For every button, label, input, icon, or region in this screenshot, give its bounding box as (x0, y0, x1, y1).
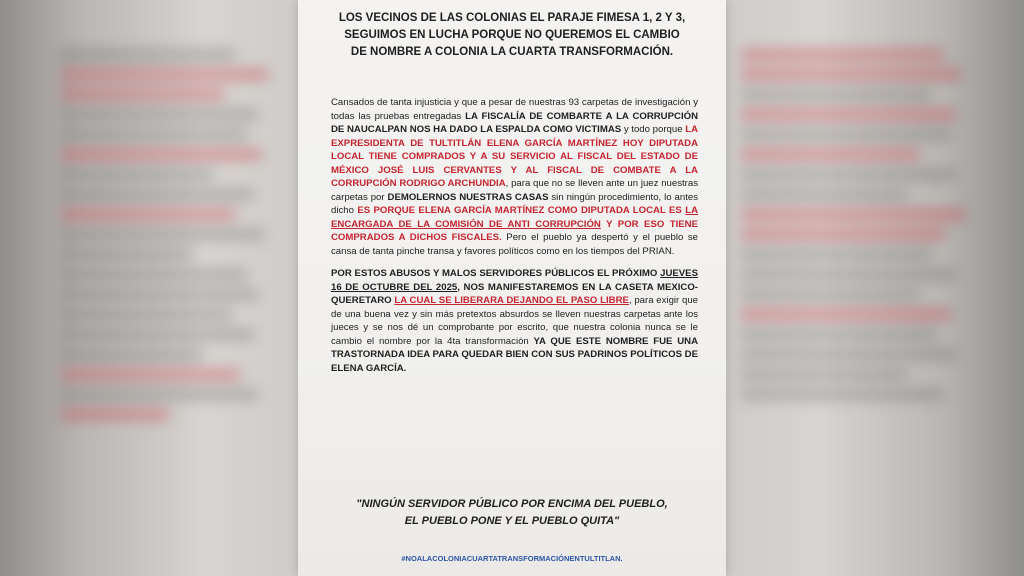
p1-text-3: , para que no se lleven ante un juez nuestras carpetas por (331, 178, 698, 203)
p2-text-demand: , para exigir que de una buena vez y sin más pretextos absurdos se lleven nuestras carpetas ante los jueces y se nos dé un comprobante por escrito, que nuestra colonia nunca se le cambio el nombre por la 4ta transformación (331, 295, 699, 347)
p1-bold-fiscalia: LA FISCALÍA DE COMBARTE A LA CORRUPCIÓN DE NAUCALPAN NOS HA DADO LA ESPALDA COMO VICTIMAS (331, 110, 698, 135)
title-line-1: LOS VECINOS DE LAS COLONIAS EL PARAJE FIMESA 1, 2 Y 3, (338, 12, 686, 24)
p1-text-1: Cansados de tanta injusticia y que a pesar de nuestras 93 carpetas de investigación y todas las pruebas entregadas (331, 97, 698, 122)
blurred-background-right (740, 0, 980, 576)
paragraph-protest (331, 267, 698, 375)
p1-bold-demolition: DEMOLERNOS NUESTRAS CASAS (387, 191, 549, 203)
flyer-body (331, 96, 698, 384)
p1-text-5: Pero el pueblo ya despertó y el pueblo se cansa de tanta pinche transa y favores políticos como en los tiempos del PRIAN. (331, 232, 698, 257)
quote-line-2: EL PUEBLO PONE Y EL PUEBLO QUITA" (404, 515, 620, 527)
p2-date: JUEVES 16 DE OCTUBRE DEL 2025 (331, 268, 698, 293)
p2-bold-closing: YA QUE ESTE NOMBRE FUE UNA TRASTORNADA IDEA PARA QUEDAR BIEN CON SUS PADRINOS POLÍTICOS DE ELENA GARCÍA. (331, 335, 698, 374)
p2-bold-intro: POR ESTOS ABUSOS Y MALOS SERVIDORES PÚBLICOS EL PRÓXIMO (331, 268, 661, 279)
p1-red-bought: Y POR ESO TIENE COMPRADOS A DICHOS FISCALES. (331, 218, 698, 243)
p2-red-free-pass: LA CUAL SE LIBERARA DEJANDO EL PASO LIBRE (394, 295, 629, 306)
p1-red-accusation: LA EXPRESIDENTA DE TULTITLÁN ELENA GARCÍA MARTÍNEZ HOY DIPUTADA LOCAL TIENE COMPRADOS Y A SU SERVICIO AL FISCAL DEL ESTADO DE MÉXICO JOSÉ LUIS CERVANTES Y AL FISCAL DE COMBATE A LA CORRUPCIÓN RODRIGO ARCHUNDIA (331, 124, 698, 189)
p1-text-2: y todo porque (621, 124, 686, 135)
quote-line-1: "NINGÚN SERVIDOR PÚBLICO POR ENCIMA DEL PUEBLO, (356, 498, 668, 510)
closing-quote (318, 496, 706, 530)
blurred-background-left (60, 0, 280, 576)
p2-bold-location: , NOS MANIFESTAREMOS EN LA CASETA MEXICO-QUERETARO (331, 281, 698, 306)
title-line-3: DE NOMBRE A COLONIA LA CUARTA TRANSFORMACIÓN. (350, 46, 674, 58)
p1-red-reason: ES PORQUE ELENA GARCÍA MARTÍNEZ COMO DIPUTADA LOCAL ES (357, 205, 686, 216)
p1-red-commission: LA ENCARGADA DE LA COMISIÓN DE ANTI CORRUPCIÓN (331, 205, 699, 230)
flyer-title (318, 10, 706, 61)
p1-text-4: sin ningún procedimiento, lo antes dicho (331, 191, 698, 216)
hashtag: #NOALACOLONIACUARTATRANSFORMACIÓNENTULTITLAN. (401, 554, 623, 563)
protest-flyer (298, 0, 726, 576)
title-line-2: SEGUIMOS EN LUCHA PORQUE NO QUEREMOS EL CAMBIO (344, 29, 680, 41)
paragraph-complaint (331, 96, 698, 258)
